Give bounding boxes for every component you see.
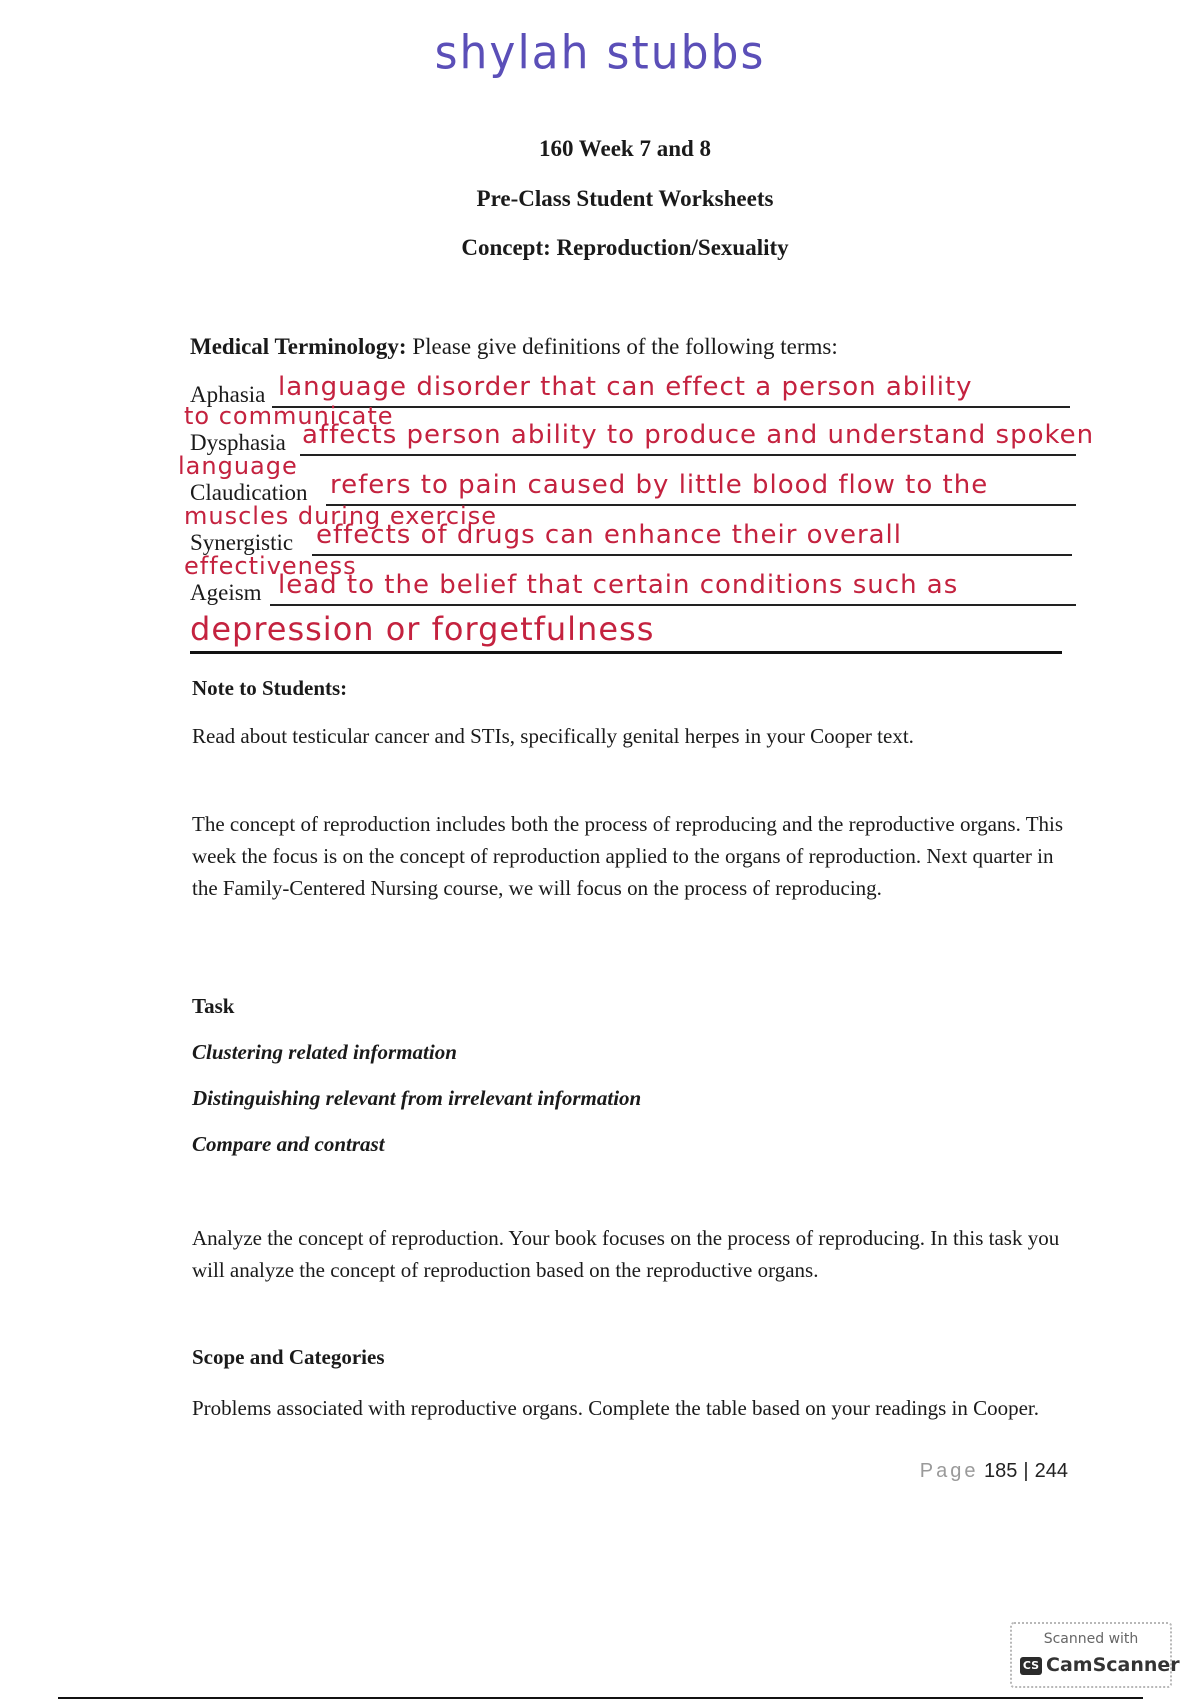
term-label: Dysphasia — [190, 430, 286, 455]
page-label: Page — [919, 1460, 979, 1482]
medical-terminology-heading — [190, 334, 838, 360]
page-current: 185 — [984, 1460, 1018, 1482]
page-total: 244 — [1034, 1460, 1068, 1482]
task-item: Compare and contrast — [192, 1132, 385, 1156]
scope-text: Problems associated with reproductive organs. Complete the table based on your readings in Cooper. — [192, 1396, 1040, 1420]
note-heading: Note to Students: — [192, 676, 348, 700]
course-title: 160 Week 7 and 8 — [538, 136, 712, 161]
handwritten-answer: language disorder that can effect a person ability — [278, 372, 973, 402]
answer-line — [312, 554, 1072, 556]
handwritten-answer: refers to pain caused by little blood flow to the — [330, 470, 989, 500]
term-label: Synergistic — [190, 530, 294, 555]
camscanner-logo-icon: CS — [1020, 1657, 1042, 1675]
worksheet-title: Pre-Class Student Worksheets — [476, 186, 774, 211]
bottom-border — [58, 1697, 1143, 1699]
section-divider — [190, 651, 1062, 654]
handwritten-answer-continued: depression or forgetfulness — [190, 610, 655, 648]
handwritten-answer: effects of drugs can enhance their overall — [316, 520, 903, 550]
handwritten-answer-continued: to communicate — [184, 402, 394, 430]
answer-line — [300, 454, 1076, 456]
medical-terminology-label: Medical Terminology: — [190, 334, 407, 359]
scope-heading: Scope and Categories — [192, 1345, 385, 1369]
term-label: Ageism — [190, 580, 262, 605]
camscanner-watermark — [1010, 1622, 1180, 1688]
watermark-brand: CamScanner — [1046, 1654, 1180, 1676]
student-name-handwritten: shylah stubbs — [434, 26, 766, 81]
handwritten-answer-continued: language — [178, 452, 298, 480]
task-item: Distinguishing relevant from irrelevant information — [192, 1086, 642, 1110]
answer-line — [270, 604, 1076, 606]
medical-terminology-instruction: Please give definitions of the following terms: — [412, 334, 838, 359]
analyze-paragraph: Analyze the concept of reproduction. Your book focuses on the process of reproducing. In this task you will analyze the concept of reproduction based on the reproductive organs. — [192, 1226, 1060, 1282]
handwritten-answer-continued: effectiveness — [184, 552, 357, 580]
handwritten-answer: lead to the belief that certain conditions such as — [278, 570, 959, 600]
handwritten-answer: affects person ability to produce and understand spoken — [302, 420, 1095, 450]
handwritten-answer-continued: muscles during exercise — [184, 502, 497, 530]
term-label: Claudication — [190, 480, 308, 505]
watermark-caption: Scanned with — [1043, 1631, 1139, 1647]
term-label: Aphasia — [190, 382, 266, 407]
task-heading: Task — [192, 994, 235, 1018]
note-text: Read about testicular cancer and STIs, specifically genital herpes in your Cooper text. — [192, 724, 914, 748]
page-number: Page 185 | 244 — [919, 1460, 1068, 1482]
concept-paragraph: The concept of reproduction includes both the process of reproducing and the reproductive organs. This week the focus is on the concept of reproduction applied to the organs of reproduction. Next quarter in the Family-Centered Nursing course, we will focus on the process of reproducing. — [192, 812, 1064, 900]
task-item: Clustering related information — [192, 1040, 457, 1064]
concept-title: Concept: Reproduction/Sexuality — [461, 235, 789, 260]
